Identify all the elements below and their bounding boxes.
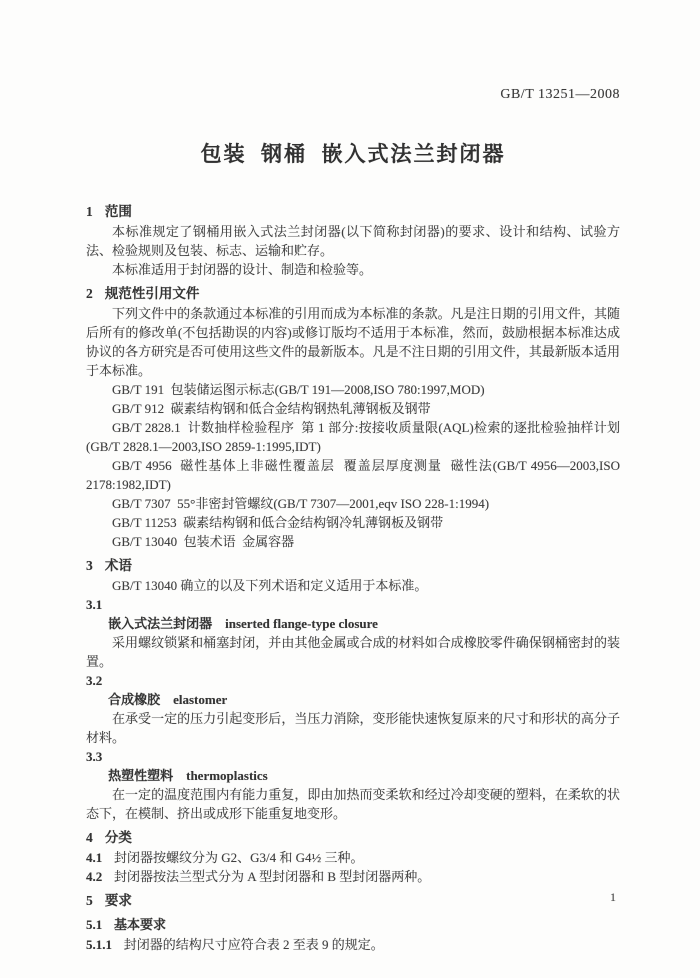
normative-references-intro: 下列文件中的条款通过本标准的引用而成为本标准的条款。凡是注日期的引用文件，其随后所有的修改单(不包括勘误的内容)或修订版均不适用于本标准，然而，鼓励根据本标准达成协议的各方研究是否可使用这些文件的最新版本。凡是不注日期的引用文件，其最新版本适用于本标准。 — [86, 306, 620, 378]
subsection-basic-requirements-heading — [86, 915, 620, 934]
subsection-title: 基本要求 — [113, 917, 166, 932]
section-number: 1 — [86, 204, 93, 219]
section-terms-heading — [86, 556, 620, 575]
scope-paragraph: 本标准适用于封闭器的设计、制造和检验等。 — [112, 262, 373, 277]
term-number: 3.1 — [86, 597, 103, 612]
standard-code: GB/T 13251—2008 — [500, 87, 620, 102]
terms-intro: GB/T 13040 确立的以及下列术语和定义适用于本标准。 — [112, 578, 428, 593]
section-requirements-heading — [86, 891, 620, 910]
term-name-en: inserted flange-type closure — [225, 616, 378, 631]
section-normative-references-heading — [86, 284, 620, 303]
term-name-zh: 嵌入式法兰封闭器 — [108, 616, 213, 631]
section-number: 5 — [86, 893, 93, 908]
reference-item: GB/T 912 碳素结构钢和低合金结构钢热轧薄钢板及钢带 — [112, 401, 431, 416]
page-number: 1 — [610, 890, 616, 904]
clause-text: 封闭器按螺纹分为 G2、G3/4 和 G4½ 三种。 — [113, 850, 364, 865]
reference-item: GB/T 191 包装储运图示标志(GB/T 191—2008,ISO 780:1997,MOD) — [112, 382, 485, 397]
reference-item: GB/T 2828.1 计数抽样检验程序 第 1 部分:按接收质量限(AQL)检索的逐批检验抽样计划(GB/T 2828.1—2003,ISO 2859-1:1995,IDT) — [86, 420, 620, 454]
section-classification-heading — [86, 828, 620, 847]
section-number: 3 — [86, 558, 93, 573]
term-entry — [86, 671, 620, 747]
scope-paragraph: 本标准规定了钢桶用嵌入式法兰封闭器(以下简称封闭器)的要求、设计和结构、试验方法、检验规则及包装、标志、运输和贮存。 — [86, 224, 620, 258]
section-scope — [86, 202, 620, 279]
requirements-clause — [86, 935, 620, 954]
term-definition: 在一定的温度范围内有能力重复，即由加热而变柔软和经过冷却变硬的塑料，在柔软的状态下，在模制、挤出或成形下能重复地变形。 — [86, 787, 620, 821]
section-title: 分类 — [104, 830, 132, 845]
section-title: 范围 — [104, 204, 132, 219]
clause-number: 4.1 — [86, 850, 103, 865]
section-title: 要求 — [104, 893, 132, 908]
section-normative-references — [86, 284, 624, 551]
term-entry — [86, 595, 620, 671]
term-number: 3.3 — [86, 749, 103, 764]
term-definition: 采用螺纹锁紧和桶塞封闭，并由其他金属或合成的材料如合成橡胶零件确保钢桶密封的装置。 — [86, 635, 620, 669]
term-name-zh: 合成橡胶 — [108, 692, 161, 707]
subsection-number: 5.1 — [86, 917, 103, 932]
term-name-en: thermoplastics — [186, 768, 268, 783]
clause-text: 封闭器的结构尺寸应符合表 2 至表 9 的规定。 — [123, 937, 384, 952]
section-scope-heading — [86, 202, 620, 221]
clause-text: 封闭器按法兰型式分为 A 型封闭器和 B 型封闭器两种。 — [113, 869, 431, 884]
reference-item: GB/T 11253 碳素结构钢和低合金结构钢冷轧薄钢板及钢带 — [112, 515, 444, 530]
section-requirements — [86, 891, 620, 954]
term-name — [108, 614, 620, 633]
term-definition: 在承受一定的压力引起变形后，当压力消除，变形能快速恢复原来的尺寸和形状的高分子材料。 — [86, 711, 620, 745]
reference-item: GB/T 7307 55°非密封管螺纹(GB/T 7307—2001,eqv ISO 228-1:1994) — [112, 496, 490, 511]
reference-item: GB/T 4956 磁性基体上非磁性覆盖层 覆盖层厚度测量 磁性法(GB/T 4956—2003,ISO 2178:1982,IDT) — [86, 458, 624, 492]
section-terms — [86, 556, 620, 823]
term-name — [108, 766, 620, 785]
section-number: 2 — [86, 286, 93, 301]
section-classification — [86, 828, 620, 886]
section-number: 4 — [86, 830, 93, 845]
clause-number: 5.1.1 — [86, 937, 112, 952]
section-title: 术语 — [104, 558, 132, 573]
page-content — [86, 0, 624, 954]
clause-number: 4.2 — [86, 869, 103, 884]
classification-clause — [86, 848, 620, 867]
classification-clause — [86, 867, 620, 886]
term-name — [108, 690, 620, 709]
section-title: 规范性引用文件 — [104, 286, 200, 301]
term-name-en: elastomer — [173, 692, 228, 707]
term-number: 3.2 — [86, 673, 103, 688]
term-entry — [86, 747, 620, 823]
document-title: 包装 钢桶 嵌入式法兰封闭器 — [200, 142, 506, 166]
term-name-zh: 热塑性塑料 — [108, 768, 174, 783]
reference-item: GB/T 13040 包装术语 金属容器 — [112, 534, 295, 549]
